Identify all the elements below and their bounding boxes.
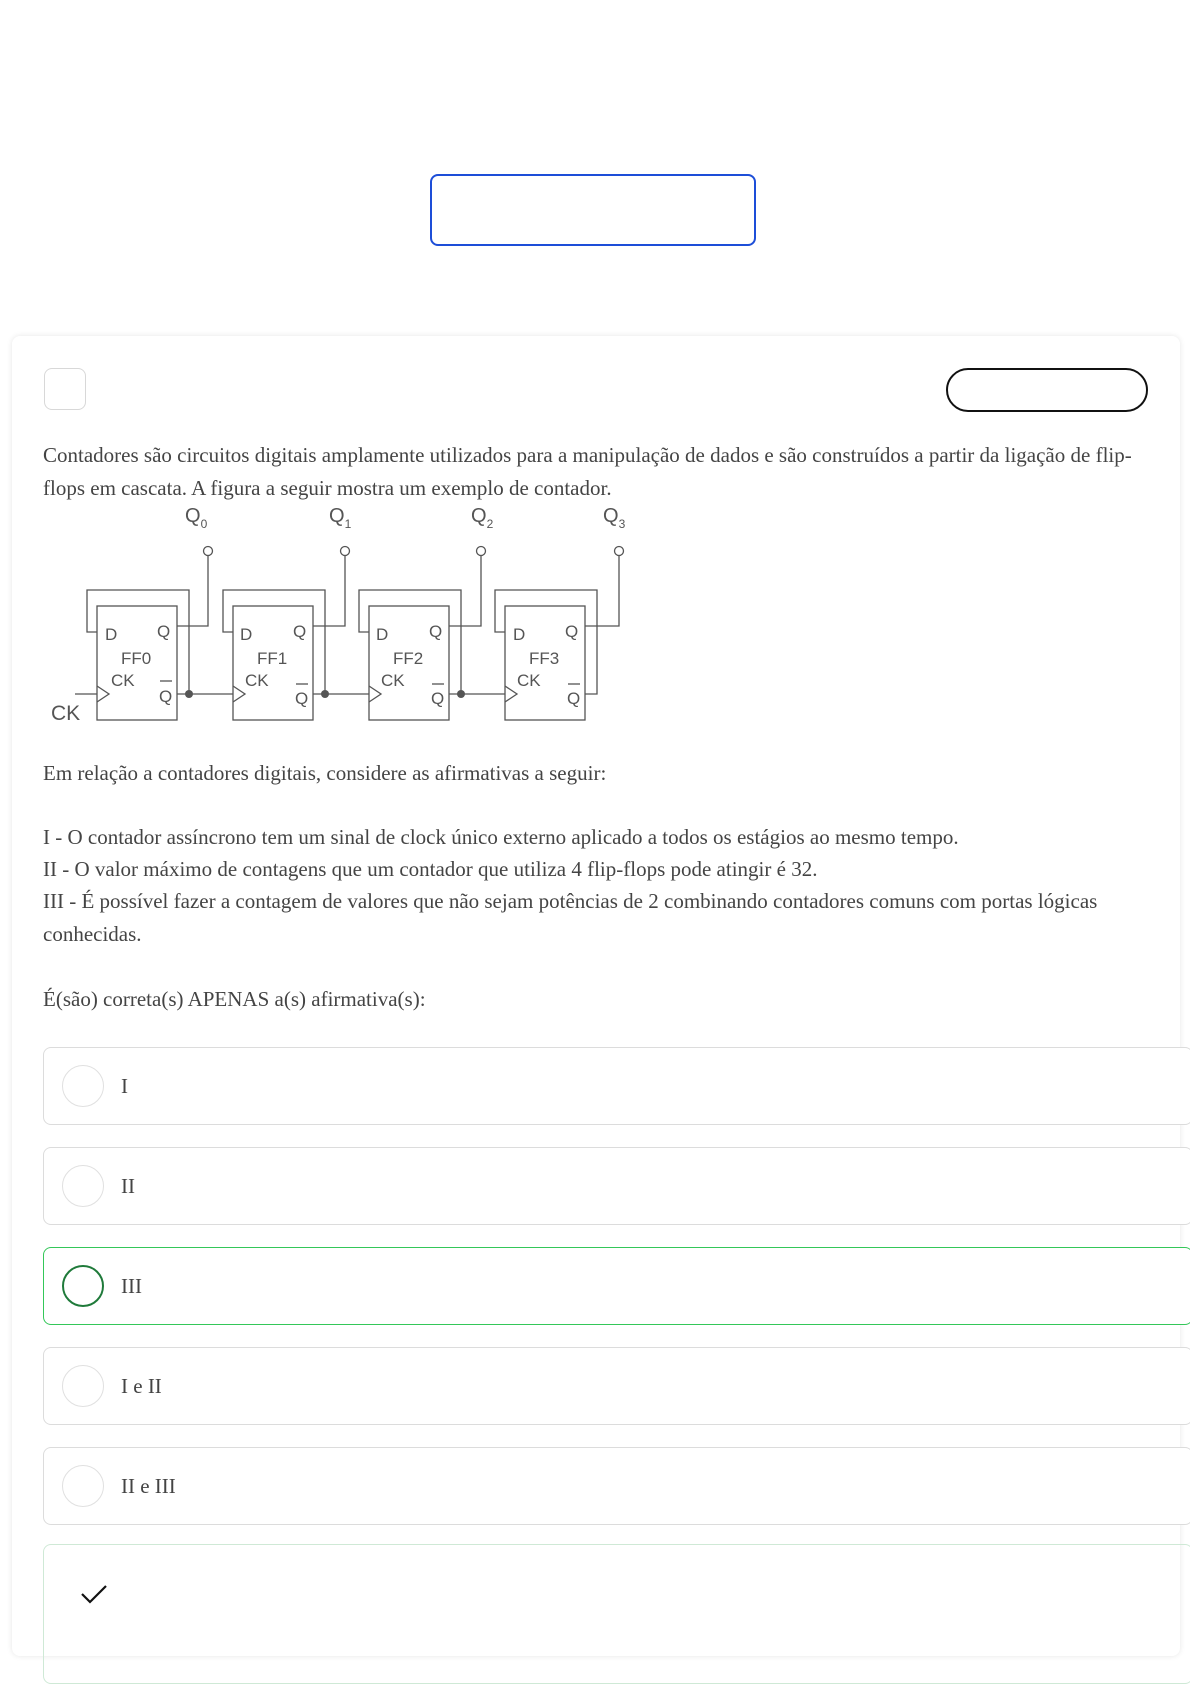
- ff2-label: FF2: [393, 649, 424, 668]
- answer-feedback-panel: [43, 1544, 1190, 1684]
- answer-option-5[interactable]: [43, 1447, 1190, 1525]
- answer-option-3[interactable]: [43, 1247, 1190, 1325]
- option-label: II e III: [121, 1474, 176, 1498]
- option-label: III: [121, 1274, 142, 1298]
- option-label: I: [121, 1074, 128, 1098]
- ff0-label: FF0: [121, 649, 152, 668]
- option-label: II: [121, 1174, 135, 1198]
- question-number-box: [44, 368, 86, 410]
- statement-1: I - O contador assíncrono tem um sinal de clock único externo aplicado a todos os estágios ao mesmo tempo.: [43, 825, 959, 849]
- pin-d-ff0: D: [105, 625, 118, 644]
- clock-input-label: CK: [51, 702, 81, 725]
- output-label-q3: $Q_3$: [603, 505, 626, 531]
- pin-d-ff3: D: [513, 625, 526, 644]
- question-intro: Contadores são circuitos digitais amplamente utilizados para a manipulação de dados e são construídos a partir da ligação de flip-flops em cascata. A figura a seguir mostra um exemplo de contador.: [43, 443, 1132, 500]
- output-label-q0: $Q_0$: [185, 505, 208, 531]
- pin-ck-ff1: CK: [245, 671, 269, 690]
- statement-3: III - É possível fazer a contagem de valores que não sejam potências de 2 combinando contadores comuns com portas lógicas conhecidas.: [43, 889, 1098, 946]
- statement-2: II - O valor máximo de contagens que um contador que utiliza 4 flip-flops pode atingir é 32.: [43, 857, 818, 881]
- pin-q-ff1: Q: [293, 622, 307, 641]
- pin-q-ff3: Q: [565, 622, 579, 641]
- answer-option-4[interactable]: [43, 1347, 1190, 1425]
- question-card: [12, 336, 1180, 1656]
- ff3-label: FF3: [529, 649, 560, 668]
- pin-qbar-ff1: Q: [295, 689, 309, 708]
- pin-qbar-ff0: Q: [159, 687, 173, 706]
- pin-qbar-ff3: Q: [567, 689, 581, 708]
- pin-ck-ff0: CK: [111, 671, 135, 690]
- radio-button[interactable]: [62, 1465, 104, 1507]
- top-header-box: [430, 174, 756, 246]
- radio-button[interactable]: [62, 1065, 104, 1107]
- pin-q-ff2: Q: [429, 622, 443, 641]
- counter-circuit-figure: [43, 504, 673, 744]
- answer-option-2[interactable]: [43, 1147, 1190, 1225]
- pin-qbar-ff2: Q: [431, 689, 445, 708]
- pin-ck-ff3: CK: [517, 671, 541, 690]
- answer-option-1[interactable]: [43, 1047, 1190, 1125]
- pin-d-ff1: D: [240, 625, 253, 644]
- statements-lead: Em relação a contadores digitais, considere as afirmativas a seguir:: [43, 761, 607, 785]
- pin-ck-ff2: CK: [381, 671, 405, 690]
- checkmark-icon: [80, 1583, 108, 1605]
- option-label: I e II: [121, 1374, 162, 1398]
- question-action-pill[interactable]: [946, 368, 1148, 412]
- ff1-label: FF1: [257, 649, 288, 668]
- radio-button[interactable]: [62, 1265, 104, 1307]
- radio-button[interactable]: [62, 1165, 104, 1207]
- output-label-q1: $Q_1$: [329, 505, 352, 531]
- radio-button[interactable]: [62, 1365, 104, 1407]
- pin-q-ff0: Q: [157, 622, 171, 641]
- output-label-q2: $Q_2$: [471, 505, 494, 531]
- question-prompt: É(são) correta(s) APENAS a(s) afirmativa(s):: [43, 987, 426, 1011]
- pin-d-ff2: D: [376, 625, 389, 644]
